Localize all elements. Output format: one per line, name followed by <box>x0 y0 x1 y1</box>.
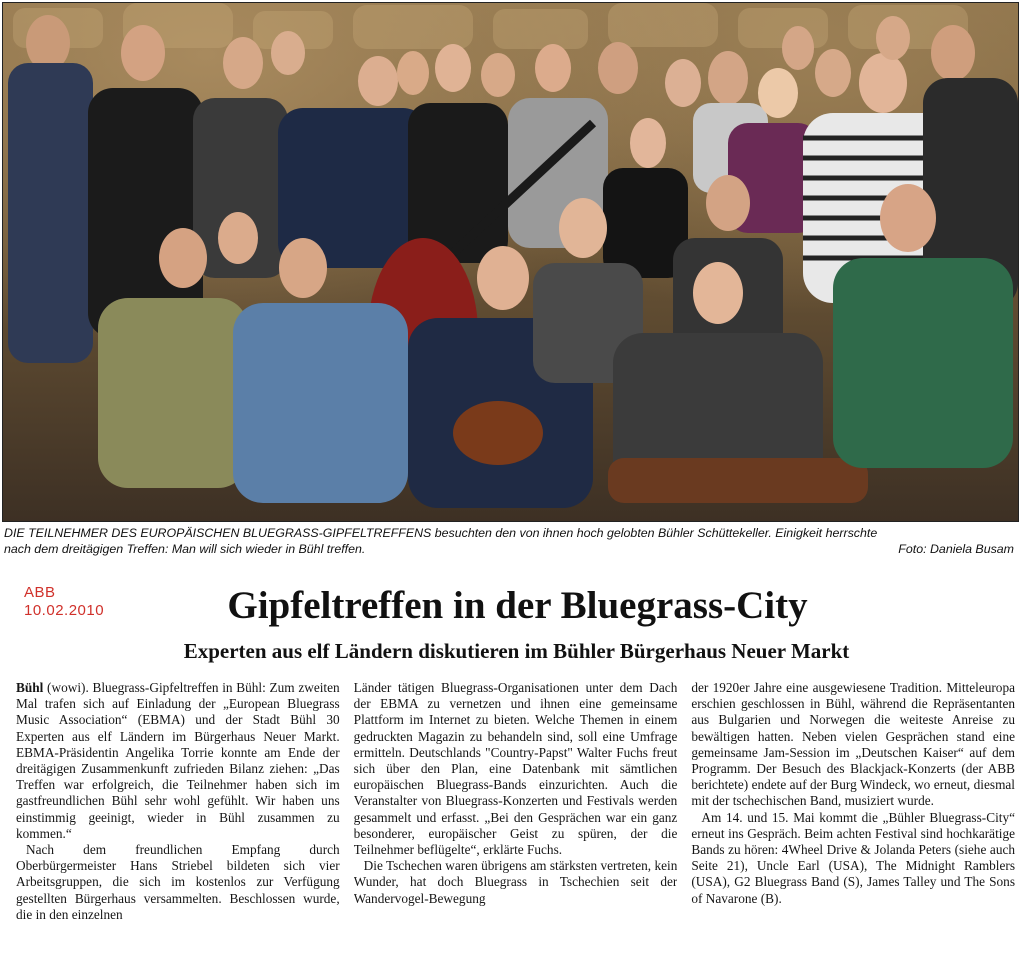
caption-line-1 <box>4 525 1014 541</box>
photo-credit: Foto: Daniela Busam <box>898 542 1014 556</box>
paragraph <box>691 810 1015 907</box>
caption-lead: DIE TEILNEHMER DES EUROPÄISCHEN BLUEGRASS-GIPFELTREFFENS <box>4 526 432 540</box>
article-subheadline: Experten aus elf Ländern diskutieren im Bühler Bürgerhaus Neuer Markt <box>183 639 850 663</box>
paragraph-text: Länder tätigen Bluegrass-Organisationen unter dem Dach der EBMA zu vernetzen und ihnen eine gemeinsame Plattform im Internet zu bieten. Welche Themen in einem gedruckten Magazin zu behandeln sind, soll eine Umfrage ermitteln. Deutschlands "Country-Papst" Walter Fuchs freut sich über den Plan, eine Datenbank mit sämtlichen europäischen Bluegrass-Bands einzurichten. Auch die Veranstalter von Bluegrass-Konzerten und Festivals werden gesammelt und erfasst. „Bei den Gesprächen war ein ganz besonderer, europäischer Geist zu spüren, der die Teilnehmer beflügelte“, erklärte Fuchs. <box>353 680 678 858</box>
article-column-2 <box>354 680 678 952</box>
article-column-1 <box>16 680 340 952</box>
paragraph <box>16 680 340 842</box>
paragraph-text: der 1920er Jahre eine ausgewiesene Tradition. Mitteleuropa erschien geschlossen in Bühl, während die Repräsentanten aus Bulgarien und Norwegen die weiteste Anreise zu bewältigen hatten. Neben vielen Gesprächen stand eine gemeinsame Jam-Session im „Deutschen Kaiser“ auf dem Programm. Der Besuch des Blackjack-Konzerts (der ABB berichtete) endete auf der Burg Windeck, wo erneut, diesmal mit der tschechischen Band, musiziert wurde. <box>691 680 1015 809</box>
photo-caption <box>4 525 1014 557</box>
article-headline: Gipfeltreffen in der Bluegrass-City <box>227 584 808 627</box>
article-column-3 <box>691 680 1015 952</box>
source-publication: ABB <box>24 584 56 601</box>
paragraph <box>691 680 1015 810</box>
paragraph-text: (wowi). Bluegrass-Gipfeltreffen in Bühl: Zum zweiten Mal trafen sich auf Einladung der „European Bluegrass Music Association“ (EBMA) und der Stadt Bühl 30 Experten aus elf Ländern im Bürgerhaus Neuer Markt. EBMA-Präsidentin Angelika Torrie konnte am Ende der dreitägigen Zusammenkunft zufrieden Bilanz ziehen: „Das Treffen war erfolgreich, die Teilnehmer haben sich im gastfreundlichen Bühl sehr wohl gefühlt. Wir haben uns einstimmig geeinigt, wieder in Bühl zusammen zu kommen.“ <box>16 680 340 841</box>
group-photo-illustration <box>3 3 1018 521</box>
paragraph <box>354 858 678 907</box>
paragraph-text: Am 14. und 15. Mai kommt die „Bühler Bluegrass-City“ erneut ins Gespräch. Beim achten Festival sind hochkarätige Bands zu hören: 4Wheel Drive & Jolanda Peters (siehe auch Seite 21), Uncle Earl (USA), The Midnight Ramblers (USA), G2 Bluegrass Band (S), James Talley und The Sons of Navarone (B). <box>691 809 1015 906</box>
group-photo <box>2 2 1019 522</box>
paragraph-text: Nach dem freundlichen Empfang durch Oberbürgermeister Hans Striebel bildeten sich vier Arbeitsgruppen, die sich im kostenlos zur Verfügung gestellten Bürgerhaus versammelten. Beschlossen wurde, die in den einzelnen <box>16 842 340 922</box>
caption-text-2: nach dem dreitägigen Treffen: Man will sich wieder in Bühl treffen. <box>4 542 366 556</box>
source-date: 10.02.2010 <box>24 602 105 619</box>
article-body <box>16 680 1015 952</box>
paragraph <box>354 680 678 858</box>
caption-text-1: besuchten den von ihnen hoch gelobten Bühler Schüttekeller. Einigkeit herrschte <box>431 526 878 540</box>
paragraph-text: Die Tschechen waren übrigens am stärksten vertreten, kein Wunder, hat doch Bluegrass in Tschechien seit der Wandervogel-Bewegung <box>353 858 678 906</box>
paragraph <box>16 842 340 923</box>
dateline: Bühl <box>16 680 44 695</box>
caption-line-2 <box>4 541 1014 557</box>
